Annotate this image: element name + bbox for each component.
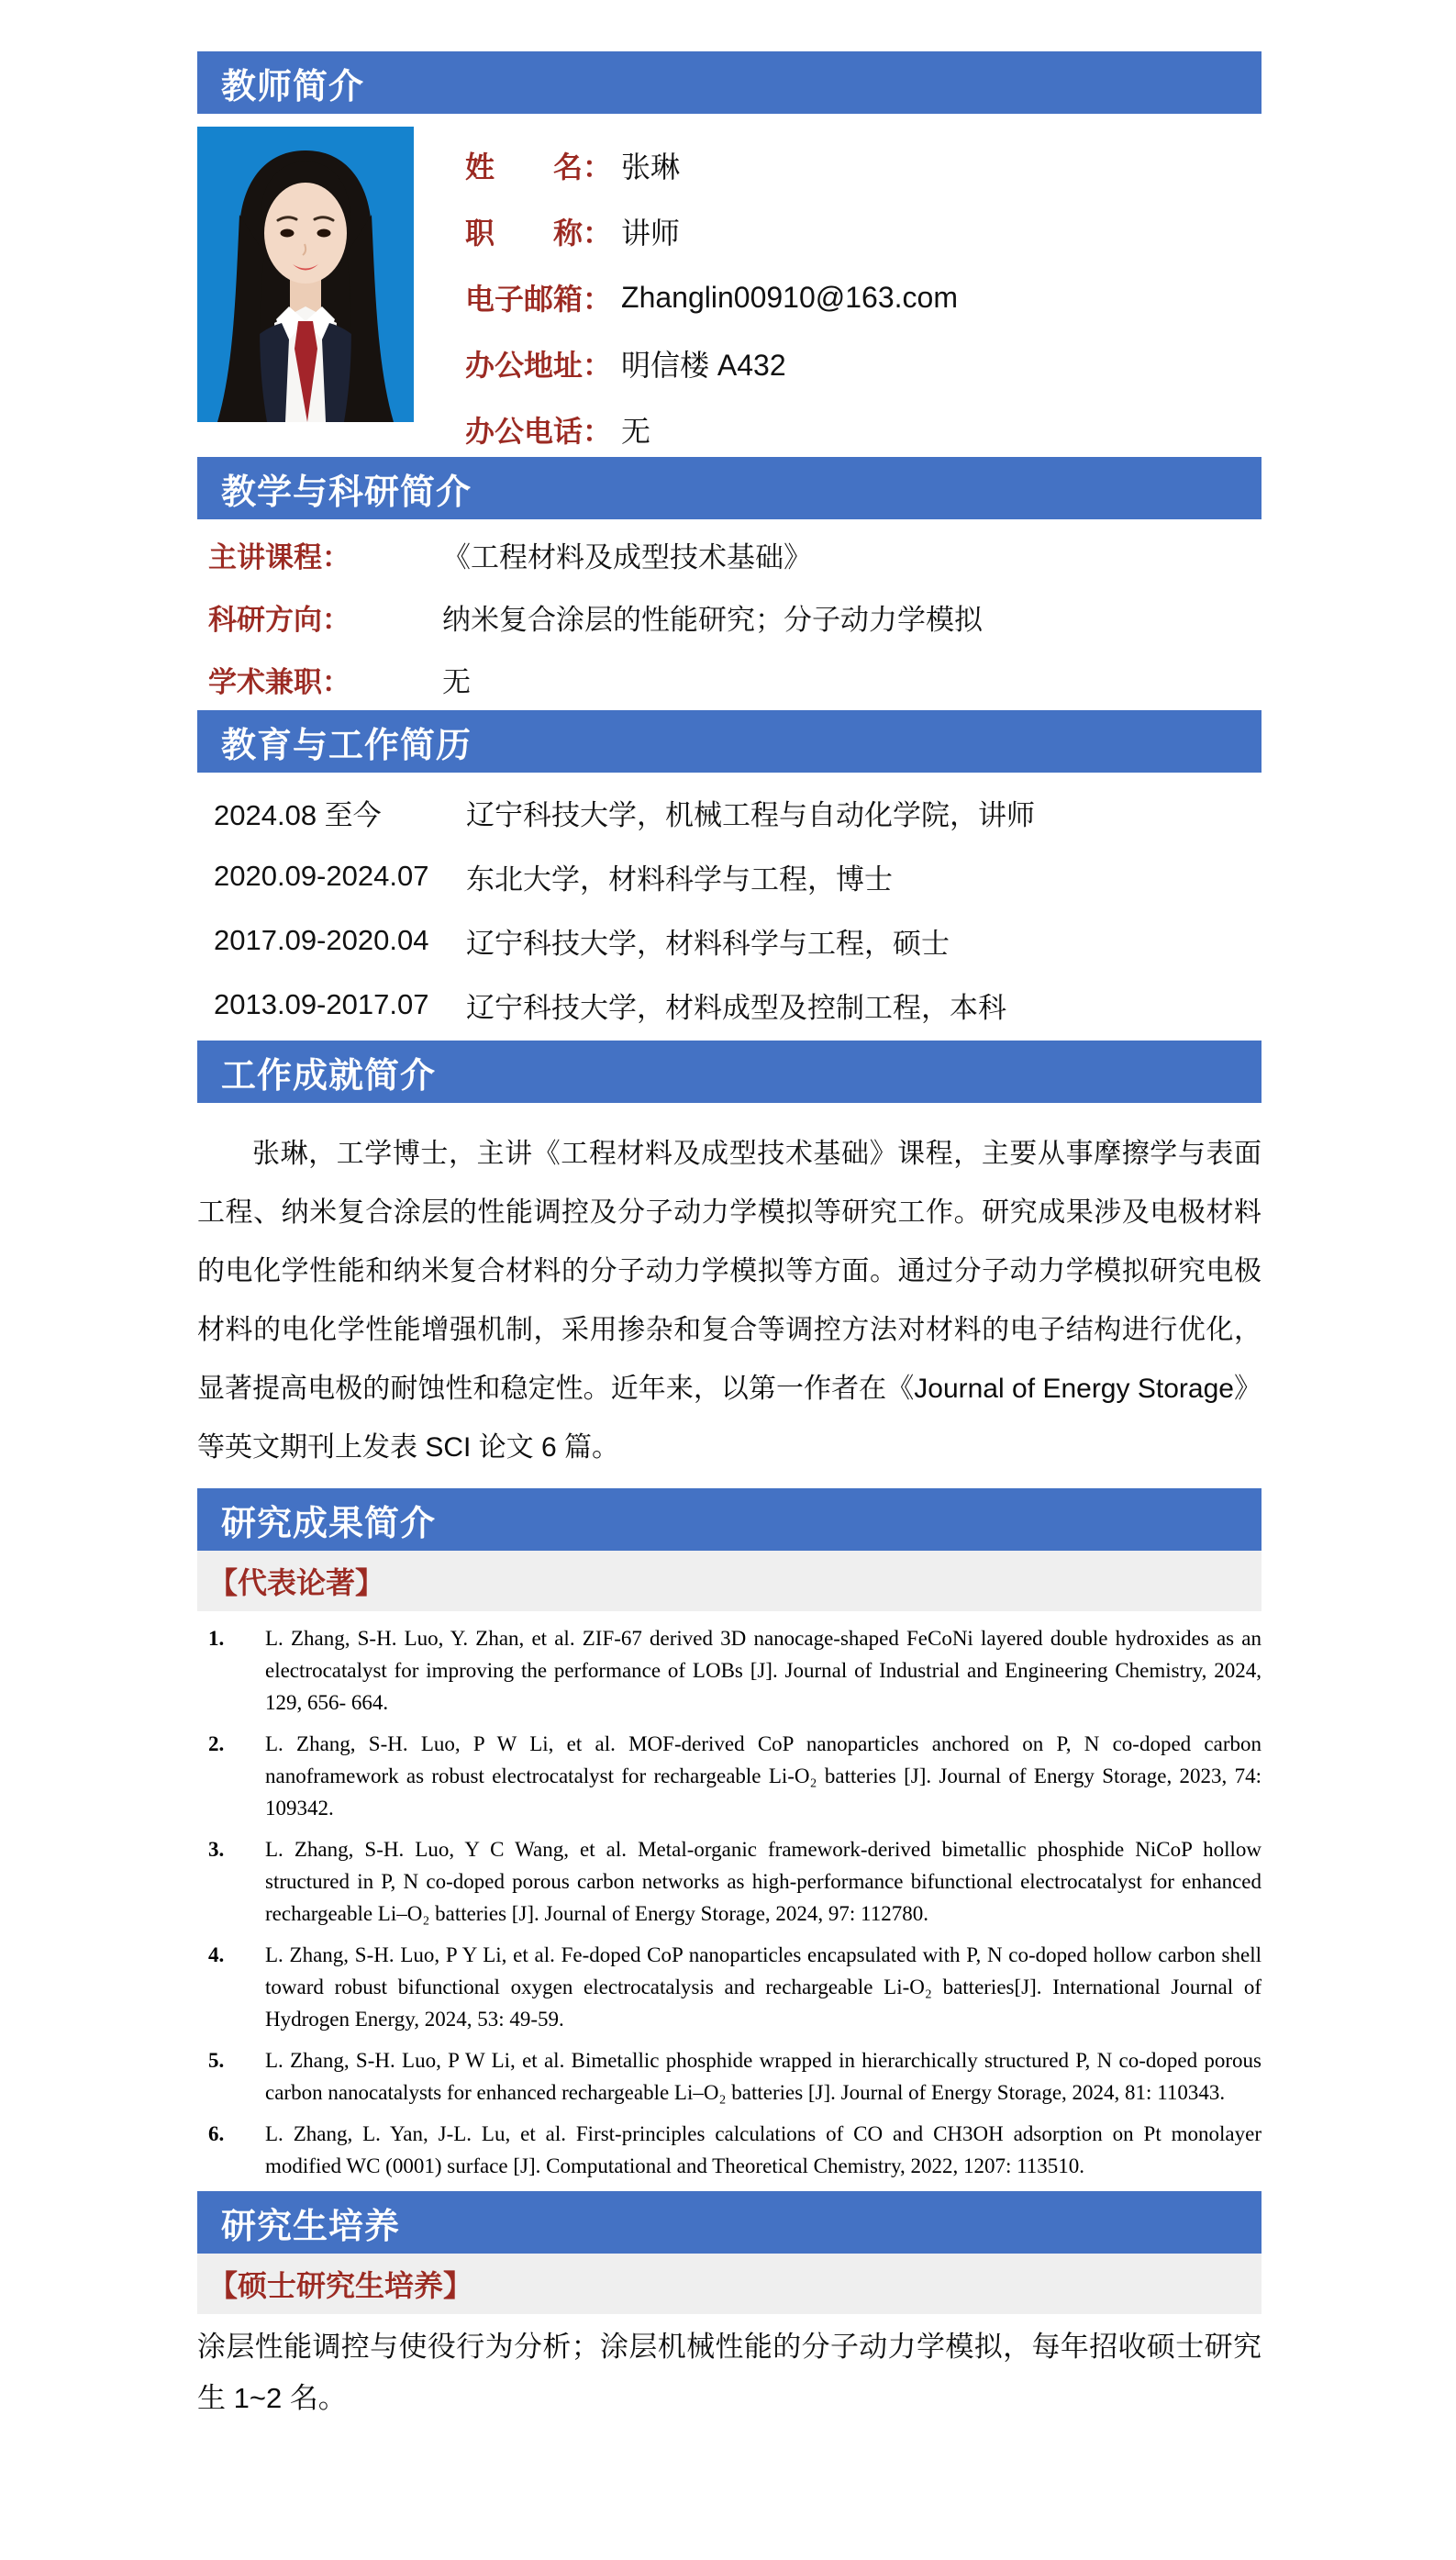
publication-text: L. Zhang, S-H. Luo, Y C Wang, et al. Metal-organic framework-derived bimetallic phosphide NiCoP hollow structured in P, N co-doped porous carbon networks as high-performance bifunctional electrocatalyst for enhanced rechargeable Li–O₂ batteries [J]. Journal of Energy Storage, 2024, 97: 112780. [265, 1838, 1261, 1925]
field-value: 讲师 [621, 217, 681, 250]
subsection-master-training [197, 2254, 1261, 2314]
publication-text: L. Zhang, L. Yan, J-L. Lu, et al. First-principles calculations of CO and CH3OH adsorption on Pt monolayer modified WC (0001) surface [J]. Computational and Theoretical Chemistry, 2022, 1207: 113510. [265, 2122, 1261, 2177]
section-title: 研究生培养 [221, 2207, 401, 2246]
graduate-training-paragraph: 涂层性能调控与使役行为分析；涂层机械性能的分子动力学模拟，每年招收硕士研究生 1~2 名。 [197, 2331, 1261, 2414]
section-title: 教师简介 [221, 67, 365, 106]
publication-number: 5. [208, 2049, 225, 2072]
row-value: 无 [442, 665, 471, 698]
content-column [197, 0, 1261, 2424]
field-value: 明信楼 A432 [621, 349, 786, 382]
achievements-paragraph: 张琳，工学博士，主讲《工程材料及成型技术基础》课程，主要从事摩擦学与表面工程、纳米复合涂层的性能调控及分子动力学模拟等研究工作。研究成果涉及电极材料的电化学性能和纳米复合材料的分子动力学模拟等方面。通过分子动力学模拟研究电极材料的电化学性能增强机制，采用掺杂和复合等调控方法对材料的电子结构进行优化，显著提高电极的耐蚀性和稳定性。近年来，以第一作者在《Journal of Energy Storage》等英文期刊上发表 SCI 论文 6 篇。 [197, 1139, 1261, 1463]
section-title: 工作成就简介 [221, 1056, 437, 1096]
row-value: 《工程材料及成型技术基础》 [442, 540, 812, 573]
field-label: 办公地址： [465, 349, 613, 382]
publication-item [197, 1833, 1261, 1930]
section-band-research-results [197, 1488, 1261, 1551]
portrait-photo-illustration [197, 127, 414, 422]
publications-list [197, 1622, 1261, 2182]
education-detail: 辽宁科技大学，机械工程与自动化学院，讲师 [466, 798, 1035, 831]
section-band-graduate-training [197, 2191, 1261, 2254]
field-office-phone [465, 396, 958, 462]
publication-number: 3. [208, 1838, 225, 1861]
field-title [465, 198, 958, 264]
profile-block [197, 127, 1261, 457]
section-title: 研究成果简介 [221, 1504, 437, 1543]
field-label: 办公电话： [465, 415, 613, 448]
publication-text: L. Zhang, S-H. Luo, P W Li, et al. MOF-derived CoP nanoparticles anchored on P, N co-doped carbon nanoframework as robust electrocatalyst for rechargeable Li-O₂ batteries [J]. Journal of Energy Storage, 2023, 74: 109342. [265, 1732, 1261, 1820]
teaching-rows [197, 523, 1261, 710]
publication-item [197, 1622, 1261, 1719]
education-row [197, 973, 1261, 1037]
education-period: 2024.08 至今 [214, 798, 382, 831]
field-value: 张琳 [621, 150, 681, 184]
education-period: 2013.09-2017.07 [214, 988, 429, 1020]
education-row [197, 908, 1261, 973]
profile-fields [465, 127, 958, 457]
section-band-achievements [197, 1041, 1261, 1103]
row-courses [197, 523, 1261, 585]
row-label: 科研方向： [208, 603, 350, 636]
education-period: 2020.09-2024.07 [214, 860, 429, 892]
section-band-teaching-research [197, 457, 1261, 519]
publication-item [197, 1939, 1261, 2035]
row-label: 学术兼职： [208, 665, 350, 698]
publication-number: 4. [208, 1943, 225, 1966]
publication-item [197, 1728, 1261, 1824]
field-label: 姓 名： [465, 150, 613, 184]
row-research-direction [197, 585, 1261, 648]
field-office-address [465, 330, 958, 396]
subsection-title: 【代表论著】 [208, 1566, 385, 1599]
subsection-title: 【硕士研究生培养】 [208, 2269, 473, 2302]
field-value: 无 [621, 415, 651, 448]
education-row [197, 780, 1261, 844]
publication-number: 2. [208, 1732, 225, 1755]
section-band-teacher-profile [197, 51, 1261, 114]
field-value: Zhanglin00910@163.com [621, 280, 958, 314]
education-row [197, 844, 1261, 908]
education-detail: 辽宁科技大学，材料成型及控制工程，本科 [466, 991, 1006, 1024]
education-rows [197, 780, 1261, 1037]
publication-number: 6. [208, 2122, 225, 2145]
field-email [465, 264, 958, 330]
education-period: 2017.09-2020.04 [214, 924, 429, 956]
section-band-education-history [197, 710, 1261, 773]
education-detail: 辽宁科技大学，材料科学与工程，硕士 [466, 927, 950, 960]
field-label: 电子邮箱： [465, 283, 613, 316]
row-academic-posts [197, 648, 1261, 710]
section-title: 教育与工作简历 [221, 726, 472, 765]
publication-text: L. Zhang, S-H. Luo, P Y Li, et al. Fe-doped CoP nanoparticles encapsulated with P, N co-doped hollow carbon shell toward robust bifunctional oxygen electrocatalysis and rechargeable Li-O₂ batteries[J]. International Journal of Hydrogen Energy, 2024, 53: 49-59. [265, 1943, 1261, 2031]
field-label: 职 称： [465, 217, 613, 250]
subsection-representative-publications [197, 1551, 1261, 1611]
education-detail: 东北大学，材料科学与工程，博士 [466, 863, 893, 896]
row-value: 纳米复合涂层的性能研究；分子动力学模拟 [442, 603, 983, 636]
publication-text: L. Zhang, S-H. Luo, Y. Zhan, et al. ZIF-67 derived 3D nanocage-shaped FeCoNi layered double hydroxides as an electrocatalyst for improving the performance of LOBs [J]. Journal of Industrial and Engineering Chemistry, 2024, 129, 656- 664. [265, 1627, 1261, 1714]
publication-text: L. Zhang, S-H. Luo, P W Li, et al. Bimetallic phosphide wrapped in hierarchically structured P, N co-doped porous carbon nanocatalysts for enhanced rechargeable Li–O₂ batteries [J]. Journal of Energy Storage, 2024, 81: 110343. [265, 2049, 1261, 2104]
publication-number: 1. [208, 1627, 225, 1650]
publication-item [197, 2118, 1261, 2182]
field-name [465, 132, 958, 198]
profile-photo [197, 127, 414, 422]
publication-item [197, 2044, 1261, 2109]
section-title: 教学与科研简介 [221, 473, 472, 512]
row-label: 主讲课程： [208, 540, 350, 573]
